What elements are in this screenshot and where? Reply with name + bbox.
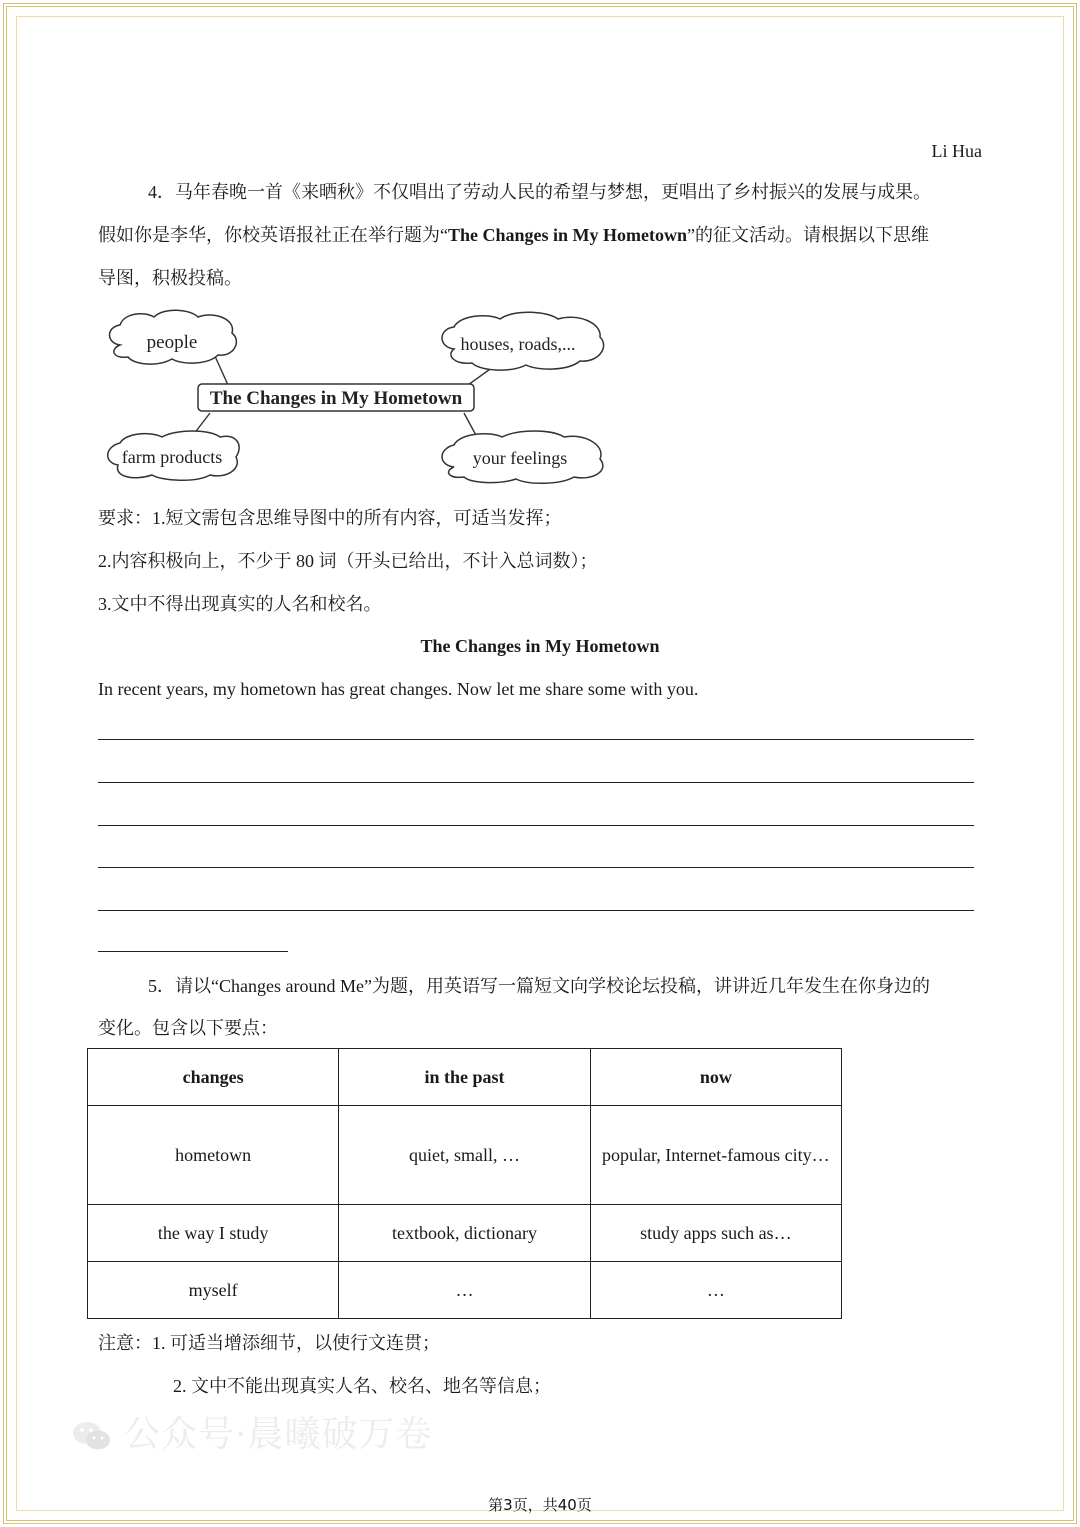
q4-line3: 导图，积极投稿。 [98, 268, 242, 288]
q4-line2-post: ”的征文活动。请根据以下思维 [687, 225, 930, 245]
table-cell: textbook, dictionary [339, 1205, 590, 1262]
q4-line2-pre: 假如你是李华，你校英语报社正在举行题为“ [98, 225, 448, 245]
table-header: changes [88, 1049, 339, 1106]
q4-req2: 2.内容积极向上，不少于 80 词（开头已给出，不计入总词数）； [98, 551, 598, 571]
mindmap-center: The Changes in My Hometown [209, 388, 463, 409]
answer-line-short[interactable] [98, 951, 288, 952]
answer-line[interactable] [98, 782, 974, 783]
q5-line1: 5．请以“Changes around Me”为题，用英语写一篇短文向学校论坛投稿，讲讲近几年发生在你身边的 [148, 976, 930, 996]
q4-line1: 4．马年春晚一首《来晒秋》不仅唱出了劳动人民的希望与梦想，更唱出了乡村振兴的发展与成果。 [148, 182, 931, 202]
mind-map [98, 305, 618, 495]
table-cell: myself [88, 1262, 339, 1319]
table-cell: popular, Internet-famous city… [590, 1106, 841, 1205]
wechat-icon [72, 1419, 112, 1453]
q5-note1: 注意：1. 可适当增添细节，以使行文连贯； [98, 1333, 440, 1353]
table-row [88, 1205, 842, 1262]
mindmap-feelings: your feelings [472, 448, 568, 468]
table-cell: … [339, 1262, 590, 1319]
watermark-text: 公众号·晨曦破万卷 [124, 1414, 433, 1455]
center-box [198, 384, 474, 411]
q4-line2-title: The Changes in My Hometown [448, 225, 688, 245]
essay-start: In recent years, my hometown has great changes. Now let me share some with you. [98, 679, 699, 699]
q4-req1: 要求：1.短文需包含思维导图中的所有内容，可适当发挥； [98, 508, 562, 528]
table-header: now [590, 1049, 841, 1106]
table-header: in the past [339, 1049, 590, 1106]
watermark [72, 1406, 432, 1457]
mindmap-houses: houses, roads,... [460, 334, 576, 354]
table-cell: quiet, small, … [339, 1106, 590, 1205]
table-header-row [88, 1049, 842, 1106]
mindmap-people: people [146, 332, 198, 353]
table-row [88, 1262, 842, 1319]
table-cell: the way I study [88, 1205, 339, 1262]
page-footer: 第3页，共40页 [488, 1496, 592, 1514]
table-row [88, 1106, 842, 1205]
answer-line[interactable] [98, 825, 974, 826]
requirements-table [87, 1048, 842, 1319]
table-cell: hometown [88, 1106, 339, 1205]
q5-note2: 2. 文中不能出现真实人名、校名、地名等信息； [173, 1376, 551, 1396]
answer-line[interactable] [98, 867, 974, 868]
mindmap-farm: farm products [121, 447, 223, 467]
table-cell: study apps such as… [590, 1205, 841, 1262]
table-cell: … [590, 1262, 841, 1319]
q4-line2 [98, 223, 929, 247]
q4-req3: 3.文中不得出现真实的人名和校名。 [98, 594, 382, 614]
essay-title: The Changes in My Hometown [420, 636, 660, 656]
answer-line[interactable] [98, 910, 974, 911]
q5-line2: 变化。包含以下要点： [98, 1018, 278, 1038]
answer-line[interactable] [98, 739, 974, 740]
signature: Li Hua [931, 141, 982, 161]
